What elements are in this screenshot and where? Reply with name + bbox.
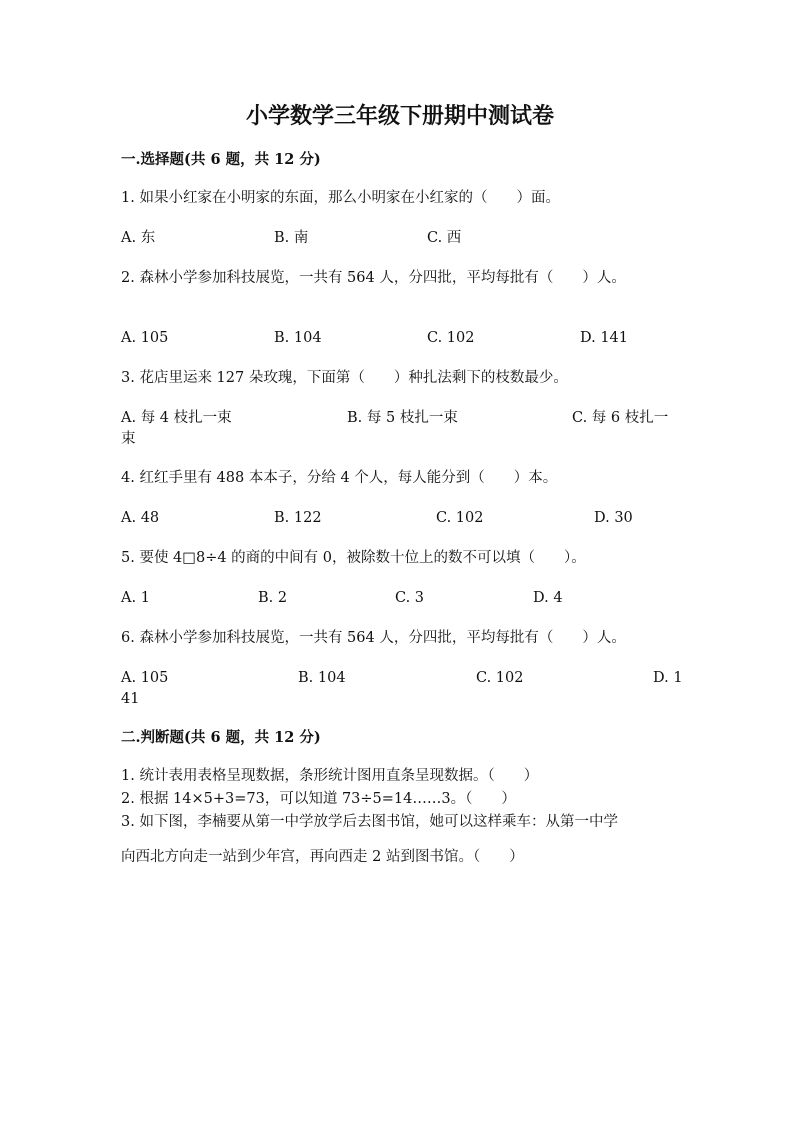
question-stem: 5. 要使 4□8÷4 的商的中间有 0，被除数十位上的数不可以填（ ）。 <box>121 550 586 566</box>
question-stem: 4. 红红手里有 488 本本子，分给 4 个人，每人能分到（ ）本。 <box>121 470 558 486</box>
option-d: D. 30 <box>594 510 633 526</box>
option-c: C. 102 <box>427 330 475 346</box>
option-a: A. 105 <box>121 670 169 686</box>
option-b: B. 122 <box>274 510 322 526</box>
option-c: C. 102 <box>476 670 524 686</box>
option-c: C. 3 <box>395 590 425 606</box>
question-stem: 2. 森林小学参加科技展览，一共有 564 人，分四批，平均每批有（ ）人。 <box>121 270 626 286</box>
option-d: D. 141 <box>580 330 629 346</box>
option-a: A. 105 <box>121 330 169 346</box>
option-a: A. 48 <box>121 510 160 526</box>
question-stem: 3. 花店里运来 127 朵玫瑰，下面第（ ）种扎法剩下的枝数最少。 <box>121 370 568 386</box>
question-stem-continuation: 向西北方向走一站到少年宫，再向西走 2 站到图书馆。（ ） <box>121 849 524 865</box>
option-c: C. 102 <box>436 510 484 526</box>
question-stem: 3. 如下图，李楠要从第一中学放学后去图书馆，她可以这样乘车：从第一中学 <box>121 814 618 830</box>
option-b: B. 104 <box>298 670 346 686</box>
section-heading: 二.判断题(共 6 题，共 12 分) <box>121 729 321 746</box>
question-stem: 1. 统计表用表格呈现数据，条形统计图用直条呈现数据。（ ） <box>121 768 539 784</box>
option-b: B. 104 <box>274 330 322 346</box>
question-stem: 1. 如果小红家在小明家的东面，那么小明家在小红家的（ ）面。 <box>121 190 560 206</box>
option-d: D. 4 <box>533 590 563 606</box>
option-a: A. 1 <box>121 590 150 606</box>
page-title: 小学数学三年级下册期中测试卷 <box>245 103 554 129</box>
option-d-wrap: 41 <box>121 691 140 707</box>
option-d: D. 1 <box>653 670 683 686</box>
option-a: A. 每 4 枝扎一束 <box>121 410 232 426</box>
option-b: B. 南 <box>274 230 309 246</box>
option-b: B. 2 <box>258 590 288 606</box>
option-b: B. 每 5 枝扎一束 <box>347 410 458 426</box>
question-stem: 6. 森林小学参加科技展览，一共有 564 人，分四批，平均每批有（ ）人。 <box>121 630 626 646</box>
option-c: C. 每 6 枝扎一 <box>572 410 669 426</box>
question-stem: 2. 根据 14×5+3=73，可以知道 73÷5=14……3。（ ） <box>121 791 516 807</box>
section-heading: 一.选择题(共 6 题，共 12 分) <box>121 151 321 168</box>
option-c-wrap: 束 <box>121 431 136 447</box>
option-c: C. 西 <box>427 230 462 246</box>
option-a: A. 东 <box>121 230 156 246</box>
